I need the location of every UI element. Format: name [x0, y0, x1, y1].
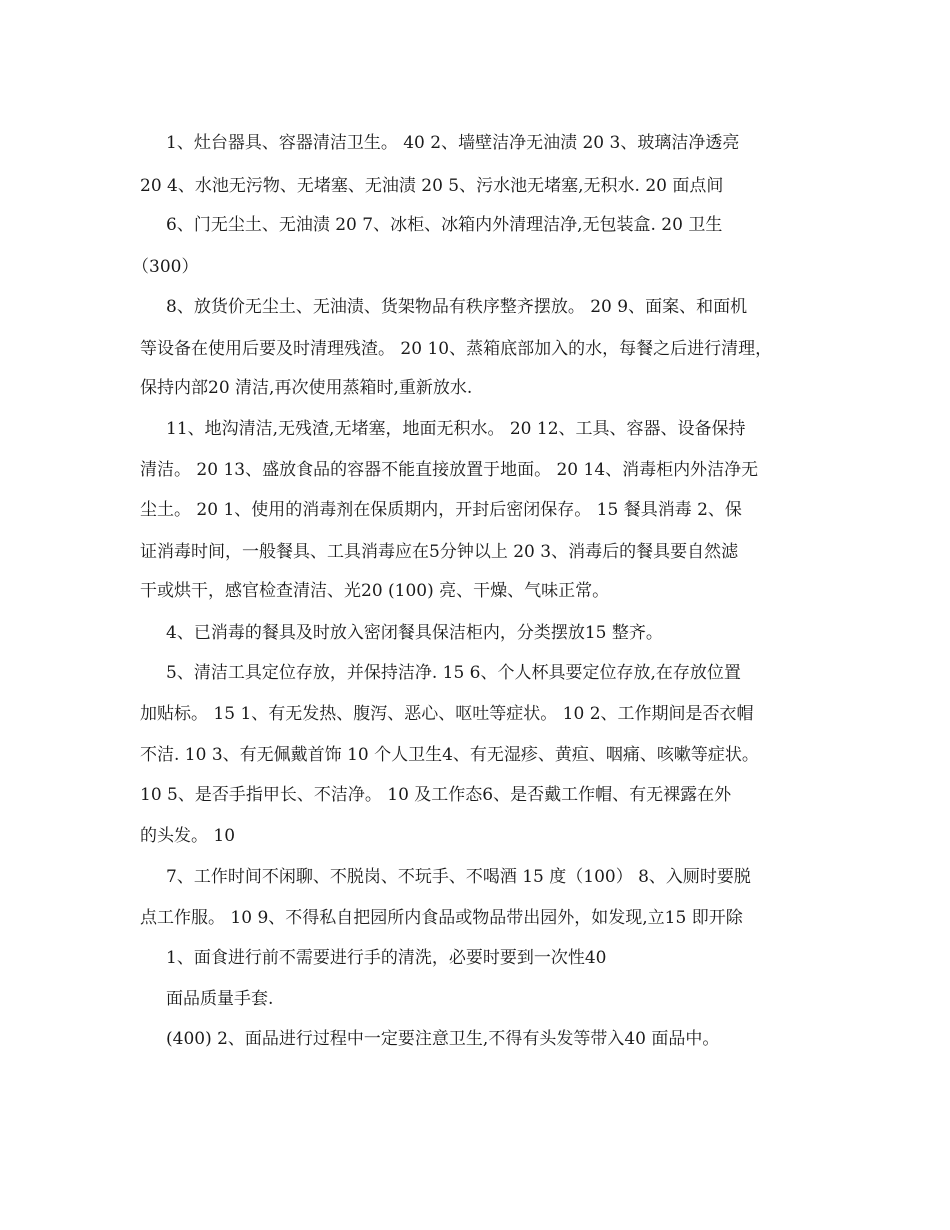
text-line: 1、面食进行前不需要进行手的清洗，必要时要到一次性40 — [166, 948, 607, 968]
text-line: 干或烘干，感官检查清洁、光20 (100) 亮、干燥、气味正常。 — [140, 581, 610, 601]
text-line: 20 4、水池无污物、无堵塞、无油渍 20 5、污水池无堵塞,无积水. 20 面点间 — [140, 176, 724, 196]
text-line: 清洁。 20 13、盛放食品的容器不能直接放置于地面。 20 14、消毒柜内外洁净无 — [140, 460, 759, 480]
text-line: (400) 2、面品进行过程中一定要注意卫生,不得有头发等带入40 面品中。 — [166, 1029, 720, 1049]
text-line: 4、已消毒的餐具及时放入密闭餐具保洁柜内，分类摆放15 整齐。 — [166, 623, 663, 643]
text-line: 8、放货价无尘土、无油渍、货架物品有秩序整齐摆放。 20 9、面案、和面机 — [166, 297, 748, 317]
text-line: 7、工作时间不闲聊、不脱岗、不玩手、不喝酒 15 度（100） 8、入厕时要脱 — [166, 867, 751, 887]
text-line: 不洁. 10 3、有无佩戴首饰 10 个人卫生4、有无湿疹、黄疸、咽痛、咳嗽等症状。 — [140, 745, 759, 765]
text-line: 证消毒时间，一般餐具、工具消毒应在5分钟以上 20 3、消毒后的餐具要自然滤 — [140, 542, 739, 562]
text-line: 保持内部20 清洁,再次使用蒸箱时,重新放水. — [140, 378, 473, 398]
text-line: 点工作服。 10 9、不得私自把园所内食品或物品带出园外，如发现,立15 即开除 — [140, 908, 743, 928]
text-line: 6、门无尘土、无油渍 20 7、冰柜、冰箱内外清理洁净,无包装盒. 20 卫生 — [166, 215, 723, 235]
text-line: 5、清洁工具定位存放，并保持洁净. 15 6、个人杯具要定位存放,在存放位置 — [166, 663, 741, 683]
text-line: 11、地沟清洁,无残渣,无堵塞，地面无积水。 20 12、工具、容器、设备保持 — [166, 419, 746, 439]
text-line: 加贴标。 15 1、有无发热、腹泻、恶心、呕吐等症状。 10 2、工作期间是否衣帽 — [140, 704, 754, 724]
text-line: 面品质量手套. — [166, 989, 274, 1009]
text-line: （300） — [132, 257, 199, 277]
text-line: 10 5、是否手指甲长、不洁净。 10 及工作态6、是否戴工作帽、有无裸露在外 — [140, 785, 732, 805]
text-line: 1、灶台器具、容器清洁卫生。 40 2、墙壁洁净无油渍 20 3、玻璃洁净透亮 — [166, 133, 740, 153]
text-line: 的头发。 10 — [140, 826, 236, 846]
text-line: 等设备在使用后要及时清理残渣。 20 10、蒸箱底部加入的水，每餐之后进行清理， — [140, 339, 773, 359]
text-line: 尘土。 20 1、使用的消毒剂在保质期内，开封后密闭保存。 15 餐具消毒 2、保 — [140, 500, 742, 520]
